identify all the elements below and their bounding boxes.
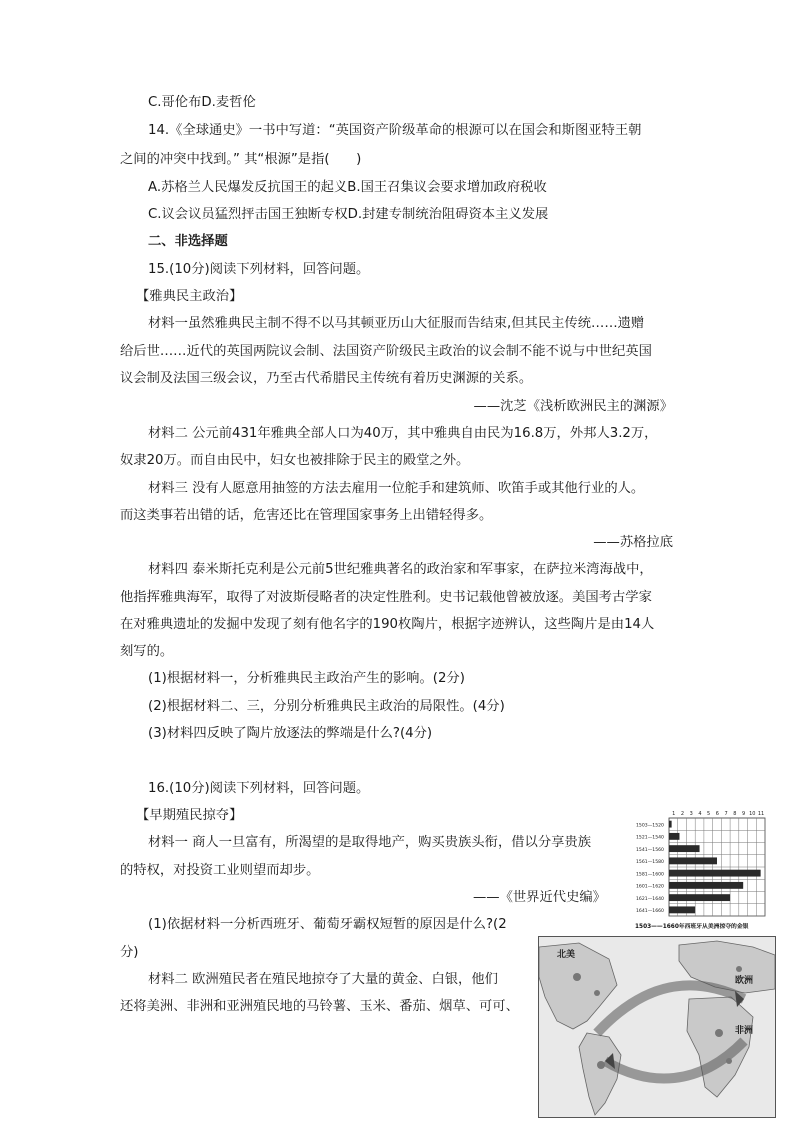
chart-bar <box>669 894 730 901</box>
chart-category-label: 1541—1560 <box>636 847 664 853</box>
q15-subquestion-1: (1)根据材料一，分析雅典民主政治产生的影响。(2分) <box>148 671 465 686</box>
chart-category-label: 1503—1520 <box>636 823 664 829</box>
q14-options-ab: A.苏格兰人民爆发反抗国王的起义B.国王召集议会要求增加政府税收 <box>148 180 547 195</box>
q16-material2: 材料二 欧洲殖民者在殖民地掠夺了大量的黄金、白银，他们 <box>148 972 498 987</box>
chart-category-label: 1601—1620 <box>636 884 664 890</box>
map-label-europe: 欧洲 <box>735 976 754 986</box>
chart-x-tick-label: 11 <box>757 811 765 817</box>
q16-topic: 【早期殖民掠夺】 <box>136 808 243 823</box>
chart-category-label: 1561—1580 <box>636 860 664 866</box>
chart-x-tick-label: 8 <box>733 811 737 817</box>
q14-options-cd: C.议会议员猛烈抨击国王独断专权D.封建专制统治阻碍资本主义发展 <box>148 207 549 222</box>
chart-x-tick-label: 5 <box>707 811 711 817</box>
chart-bar <box>669 906 695 913</box>
q15-material1-cont: 给后世……近代的英国两院议会制、法国资产阶级民主政治的议会制不能不说与中世纪英国 <box>120 344 652 359</box>
q16-subquestion-1: (1)依据材料一分析西班牙、葡萄牙霸权短暂的原因是什么?(2 <box>148 917 507 932</box>
q15-material3-cont: 而这类事若出错的话，危害还比在管理国家事务上出错轻得多。 <box>120 508 493 523</box>
q13-options-tail: C.哥伦布D.麦哲伦 <box>148 95 256 110</box>
q15-material4-cont: 刻写的。 <box>120 644 174 659</box>
q15-material3: 材料三 没有人愿意用抽签的方法去雇用一位舵手和建筑师、吹笛手或其他行业的人。 <box>148 481 645 496</box>
q15-intro: 15.(10分)阅读下列材料，回答问题。 <box>148 262 370 277</box>
q15-material1-cont: 议会制及法国三级会议，乃至古代希腊民主传统有着历史渊源的关系。 <box>120 371 533 386</box>
gold-silver-chart <box>635 808 770 930</box>
chart-x-tick-label: 10 <box>749 811 756 817</box>
chart-x-tick-label: 4 <box>698 811 702 817</box>
q16-material2-cont: 还将美洲、非洲和亚洲殖民地的马铃薯、玉米、番茄、烟草、可可、 <box>120 999 519 1014</box>
chart-x-tick-label: 1 <box>672 811 676 817</box>
map-label-africa: 非洲 <box>735 1026 754 1036</box>
chart-bar <box>669 821 672 828</box>
q16-material1-cont: 的特权，对投资工业则望而却步。 <box>120 863 320 878</box>
chart-category-label: 1641—1660 <box>636 909 664 915</box>
q16-material1: 材料一 商人一旦富有，所渴望的是取得地产，购买贵族头衔，借以分享贵族 <box>148 835 592 850</box>
q15-subquestion-3: (3)材料四反映了陶片放逐法的弊端是什么?(4分) <box>148 726 433 741</box>
chart-x-tick-label: 2 <box>680 811 685 817</box>
q15-material2-cont: 奴隶20万。而自由民中，妇女也被排除于民主的殿堂之外。 <box>120 453 470 468</box>
q16-subquestion-1-cont: 分) <box>120 945 139 960</box>
q15-material1-source: ——沈芝《浅析欧洲民主的渊源》 <box>473 399 673 414</box>
q15-material3-source: ——苏格拉底 <box>593 535 673 550</box>
q14-stem: 14.《全球通史》一书中写道：“英国资产阶级革命的根源可以在国会和斯图亚特王朝 <box>148 123 642 138</box>
chart-category-label: 1521—1540 <box>636 835 664 841</box>
chart-x-tick-label: 3 <box>689 811 693 817</box>
colonial-trade-map <box>538 936 776 1118</box>
chart-category-label: 1621—1640 <box>636 896 664 902</box>
q15-material4-cont: 在对雅典遗址的发掘中发现了刻有他名字的190枚陶片，根据字迹辨认，这些陶片是由14人 <box>120 617 655 632</box>
q15-material2: 材料二 公元前431年雅典全部人口为40万，其中雅典自由民为16.8万，外邦人3.2万， <box>148 426 658 441</box>
gold-silver-chart-svg <box>635 808 770 930</box>
q16-material1-source: ——《世界近代史编》 <box>473 890 606 905</box>
chart-bar <box>669 845 700 852</box>
q15-subquestion-2: (2)根据材料二、三，分别分析雅典民主政治的局限性。(4分) <box>148 699 505 714</box>
chart-bar <box>669 882 743 889</box>
chart-bar <box>669 870 761 877</box>
q15-material4: 材料四 泰米斯托克利是公元前5世纪雅典著名的政治家和军事家，在萨拉米湾海战中， <box>148 562 653 577</box>
section-title-nonchoice: 二、非选择题 <box>148 234 228 249</box>
chart-x-tick-label: 9 <box>741 811 746 817</box>
chart-bar <box>669 857 717 864</box>
chart-x-tick-label: 7 <box>724 811 728 817</box>
chart-x-tick-label: 6 <box>715 811 719 817</box>
chart-category-label: 1581—1600 <box>636 872 664 878</box>
q15-topic: 【雅典民主政治】 <box>136 289 243 304</box>
q14-stem-cont: 之间的冲突中找到。” 其“根源”是指( ) <box>120 152 362 167</box>
q15-material4-cont: 他指挥雅典海军，取得了对波斯侵略者的决定性胜利。史书记载他曾被放逐。美国考古学家 <box>120 590 652 605</box>
q16-intro: 16.(10分)阅读下列材料，回答问题。 <box>148 781 370 796</box>
q15-material1: 材料一虽然雅典民主制不得不以马其顿亚历山大征服而告结束,但其民主传统……遗赠 <box>148 316 645 331</box>
map-label-north-america: 北美 <box>557 950 576 960</box>
chart-bar <box>669 833 679 840</box>
chart-title: 1503——1660年西班牙从美洲掠夺的金银 <box>635 924 749 930</box>
